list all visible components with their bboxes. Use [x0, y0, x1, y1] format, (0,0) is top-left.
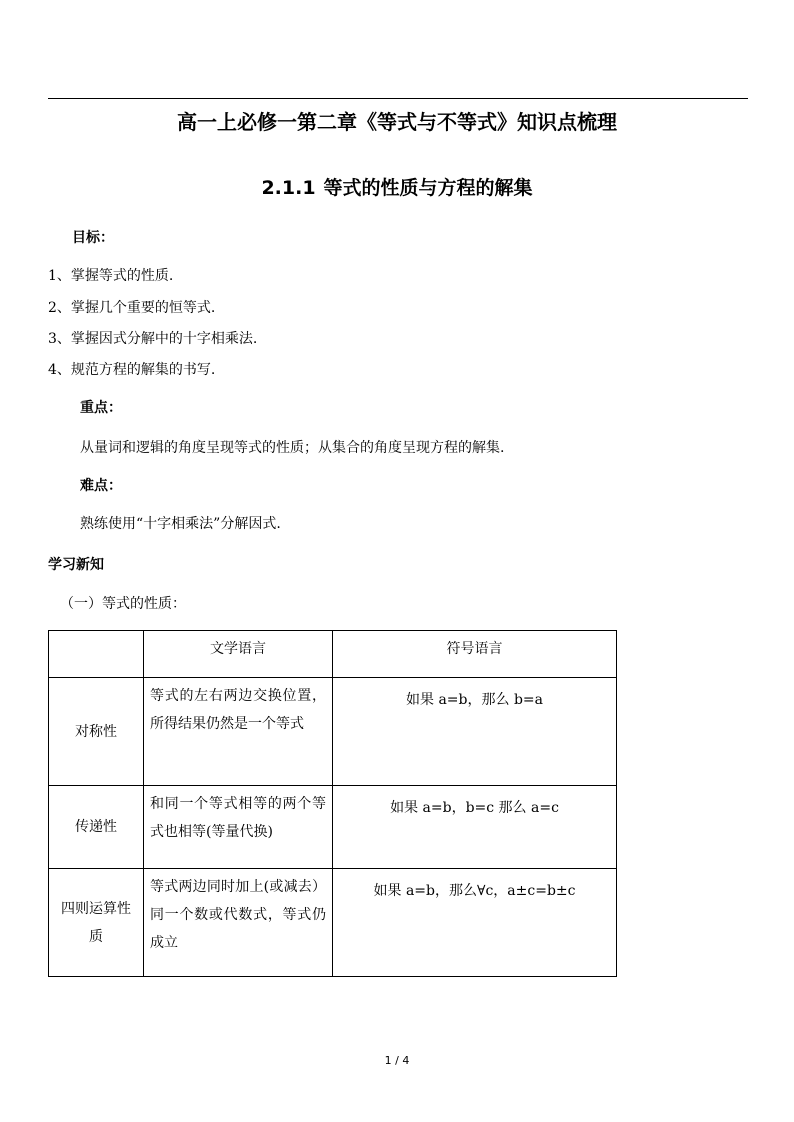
- property-name: 四则运算性质: [49, 869, 144, 977]
- table-row: [49, 869, 617, 977]
- difficulty-label: 难点：: [80, 478, 122, 494]
- goal-item: 4、规范方程的解集的书写.: [48, 362, 216, 378]
- table-header-text-language: 文学语言: [144, 631, 333, 678]
- header-rule: [48, 98, 748, 99]
- goal-item: 3、掌握因式分解中的十字相乘法.: [48, 331, 258, 347]
- property-text: 等式两边同时加上(或减去）同一个数或代数式，等式仍成立: [144, 869, 333, 977]
- goal-item: 2、掌握几个重要的恒等式.: [48, 300, 216, 316]
- table-header-row: [49, 631, 617, 678]
- page-number: 1 / 4: [384, 1054, 410, 1067]
- section-heading: [0, 174, 794, 202]
- subsection-heading: （一）等式的性质：: [60, 596, 186, 612]
- property-text: 等式的左右两边交换位置，所得结果仍然是一个等式: [144, 678, 333, 786]
- section-title: 等式的性质与方程的解集: [323, 177, 533, 199]
- table-row: [49, 786, 617, 869]
- goals-label: 目标：: [72, 230, 114, 246]
- property-text: 和同一个等式相等的两个等式也相等(等量代换): [144, 786, 333, 869]
- table-header-symbol-language: 符号语言: [333, 631, 617, 678]
- goal-item: 1、掌握等式的性质.: [48, 268, 174, 284]
- property-name: 传递性: [49, 786, 144, 869]
- study-heading: 学习新知: [48, 557, 104, 573]
- key-points-label: 重点：: [80, 400, 122, 416]
- property-name: 对称性: [49, 678, 144, 786]
- equation-properties-table: [48, 630, 617, 977]
- key-points-text: 从量词和逻辑的角度呈现等式的性质；从集合的角度呈现方程的解集.: [80, 440, 505, 456]
- document-title: 高一上必修一第二章《等式与不等式》知识点梳理: [177, 110, 617, 134]
- table-row: [49, 678, 617, 786]
- difficulty-text: 熟练使用“十字相乘法”分解因式.: [80, 516, 281, 532]
- table-header-blank: [49, 631, 144, 678]
- property-symbol: 如果 a=b，b=c 那么 a=c: [333, 786, 617, 869]
- section-number: 2.1.1: [261, 177, 316, 199]
- property-symbol: 如果 a=b，那么∀c，a±c=b±c: [333, 869, 617, 977]
- property-symbol: 如果 a=b，那么 b=a: [333, 678, 617, 786]
